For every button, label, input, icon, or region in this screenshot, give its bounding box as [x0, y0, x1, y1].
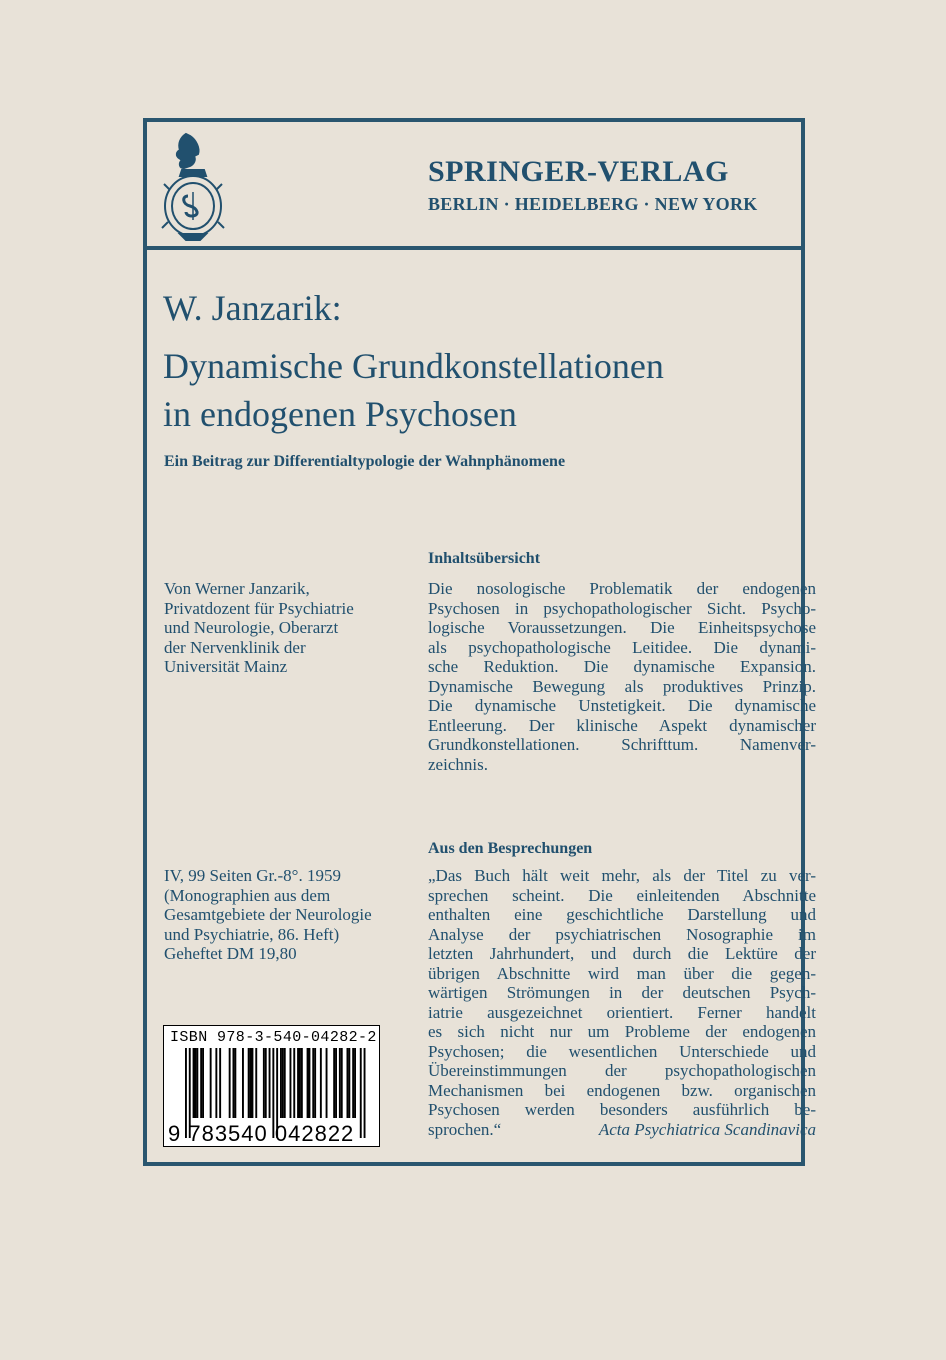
barcode-bar — [301, 1048, 303, 1118]
review-line: letzten Jahrhundert, und durch die Lektüre der — [428, 944, 816, 963]
barcode-bar — [354, 1048, 356, 1118]
barcode-bar — [339, 1048, 341, 1118]
barcode-bar — [293, 1048, 295, 1118]
contents-line: Die dynamische Unstetigkeit. Die dynamische — [428, 696, 816, 715]
barcode-bar — [265, 1048, 267, 1118]
review-last-line: sprochen.“ — [428, 1119, 502, 1139]
contents-line: Psychosen in psychopathologischer Sicht. Psycho- — [428, 598, 816, 618]
publication-info-line: IV, 99 Seiten Gr.-8°. 1959 — [164, 866, 341, 885]
isbn-barcode — [163, 1025, 380, 1147]
barcode-bar — [233, 1048, 235, 1118]
contents-line: als psychopathologische Leitidee. Die dynami- — [428, 637, 816, 657]
barcode-bar — [210, 1048, 212, 1118]
contents-line: zeichnis. — [428, 754, 488, 774]
barcode-bar — [312, 1048, 314, 1118]
barcode-bar — [234, 1048, 236, 1118]
barcode-bar — [248, 1048, 250, 1118]
review-citation — [428, 1120, 816, 1140]
barcode-bar — [307, 1048, 309, 1118]
barcode-bar — [229, 1048, 231, 1118]
author-info-line: der Nervenklinik der — [164, 637, 306, 657]
reviews-text — [428, 866, 816, 1139]
contents-text — [428, 579, 816, 774]
review-line: übrigen Abschnitte wird man über die gegen- — [428, 963, 816, 983]
barcode-bar — [309, 1048, 311, 1118]
barcode-bar — [348, 1048, 350, 1118]
contents-line: Grundkonstellationen. Schrifttum. Namenver- — [428, 735, 816, 754]
barcode-bar — [250, 1048, 252, 1118]
header-divider — [143, 246, 805, 250]
barcode-bar — [282, 1048, 284, 1118]
author-info-line: Universität Mainz — [164, 657, 288, 676]
book-title-line: in endogenen Psychosen — [163, 394, 517, 434]
barcode-bar — [200, 1048, 202, 1118]
book-title — [163, 342, 664, 438]
publication-info-line: Gesamtgebiete der Neurologie — [164, 905, 372, 924]
review-line: iatrie ausgezeichnet orientiert. Ferner handelt — [428, 1002, 816, 1022]
contents-line: sche Reduktion. Die dynamische Expansion. — [428, 657, 816, 676]
barcode-bar — [280, 1048, 282, 1118]
barcode-bar — [252, 1048, 254, 1118]
barcode-bar — [360, 1048, 362, 1138]
contents-line: Entleerung. Der klinische Aspekt dynamischer — [428, 715, 816, 735]
barcode-bar — [255, 1048, 257, 1118]
publication-info — [164, 866, 404, 964]
book-title-line: Dynamische Grundkonstellationen — [163, 346, 664, 386]
publication-info-line: und Psychiatrie, 86. Heft) — [164, 924, 340, 944]
barcode-bar — [219, 1048, 221, 1118]
review-line: Psychosen; die wesentlichen Unterschiede und — [428, 1041, 816, 1061]
author-info-line: Privatdozent für Psychiatrie — [164, 598, 354, 618]
barcode-bar — [284, 1048, 286, 1118]
review-line: enthalten eine geschichtliche Darstellung und — [428, 905, 816, 924]
contents-line: Die nosologische Problematik der endogenen — [428, 579, 816, 598]
barcode-bar — [242, 1048, 244, 1118]
book-author: W. Janzarik: — [163, 288, 342, 328]
review-line: Mechanismen bei endogenen bzw. organischen — [428, 1080, 816, 1100]
reviews-heading: Aus den Besprechungen — [428, 840, 593, 857]
barcode-bar — [364, 1048, 366, 1138]
barcode-bar — [347, 1048, 349, 1118]
ean-digits: 9 783540 042822 — [168, 1121, 355, 1146]
barcode-bar — [333, 1048, 335, 1118]
contents-line: logische Voraussetzungen. Die Einheitspsychose — [428, 618, 816, 637]
review-line: Psychosen werden besonders ausführlich be- — [428, 1100, 816, 1119]
publication-info-line: Geheftet DM 19,80 — [164, 944, 297, 963]
publisher-cities: BERLIN · HEIDELBERG · NEW YORK — [428, 194, 758, 214]
barcode-bar — [314, 1048, 316, 1118]
review-source: Acta Psychiatrica Scandinavica — [598, 1119, 816, 1139]
barcode-bar — [326, 1048, 328, 1118]
barcode-bar — [269, 1048, 271, 1118]
barcode-bar — [195, 1048, 197, 1118]
barcode-bar — [215, 1048, 217, 1118]
barcode-bar — [196, 1048, 198, 1118]
springer-knight-logo-icon — [160, 130, 226, 242]
publisher-name: SPRINGER-VERLAG — [428, 155, 729, 188]
author-info-line: und Neurologie, Oberarzt — [164, 618, 339, 637]
review-line: sprechen scheint. Die einleitenden Abschnitte — [428, 885, 816, 905]
barcode-bar — [290, 1048, 292, 1118]
isbn-text: ISBN 978-3-540-04282-2 — [170, 1029, 377, 1046]
barcode-bar — [263, 1048, 265, 1118]
author-info-line: Von Werner Janzarik, — [164, 579, 310, 598]
contents-heading: Inhaltsübersicht — [428, 550, 541, 567]
review-line: Analyse der psychiatrischen Nosographie im — [428, 924, 816, 944]
review-line: „Das Buch hält weit mehr, als der Titel zu ver- — [428, 866, 816, 885]
barcode-bar — [299, 1048, 301, 1118]
review-line: es sich nicht nur um Probleme der endogenen — [428, 1022, 816, 1041]
barcode-bar — [341, 1048, 343, 1118]
publication-info-line: (Monographien aus dem — [164, 885, 331, 905]
author-info — [164, 579, 404, 677]
barcode-bar — [297, 1048, 299, 1118]
contents-line: Dynamische Bewegung als produktives Prinzip. — [428, 676, 816, 696]
barcode-bar — [202, 1048, 204, 1118]
book-subtitle: Ein Beitrag zur Differentialtypologie der Wahnphänomene — [164, 453, 566, 470]
barcode-bar — [352, 1048, 354, 1118]
barcode-bar — [320, 1048, 322, 1118]
barcode-bar — [335, 1048, 337, 1118]
barcode-bar — [193, 1048, 195, 1118]
review-line: wärtigen Strömungen in der deutschen Psych- — [428, 983, 816, 1002]
review-line: Übereinstimmungen der psychopathologischen — [428, 1061, 816, 1080]
